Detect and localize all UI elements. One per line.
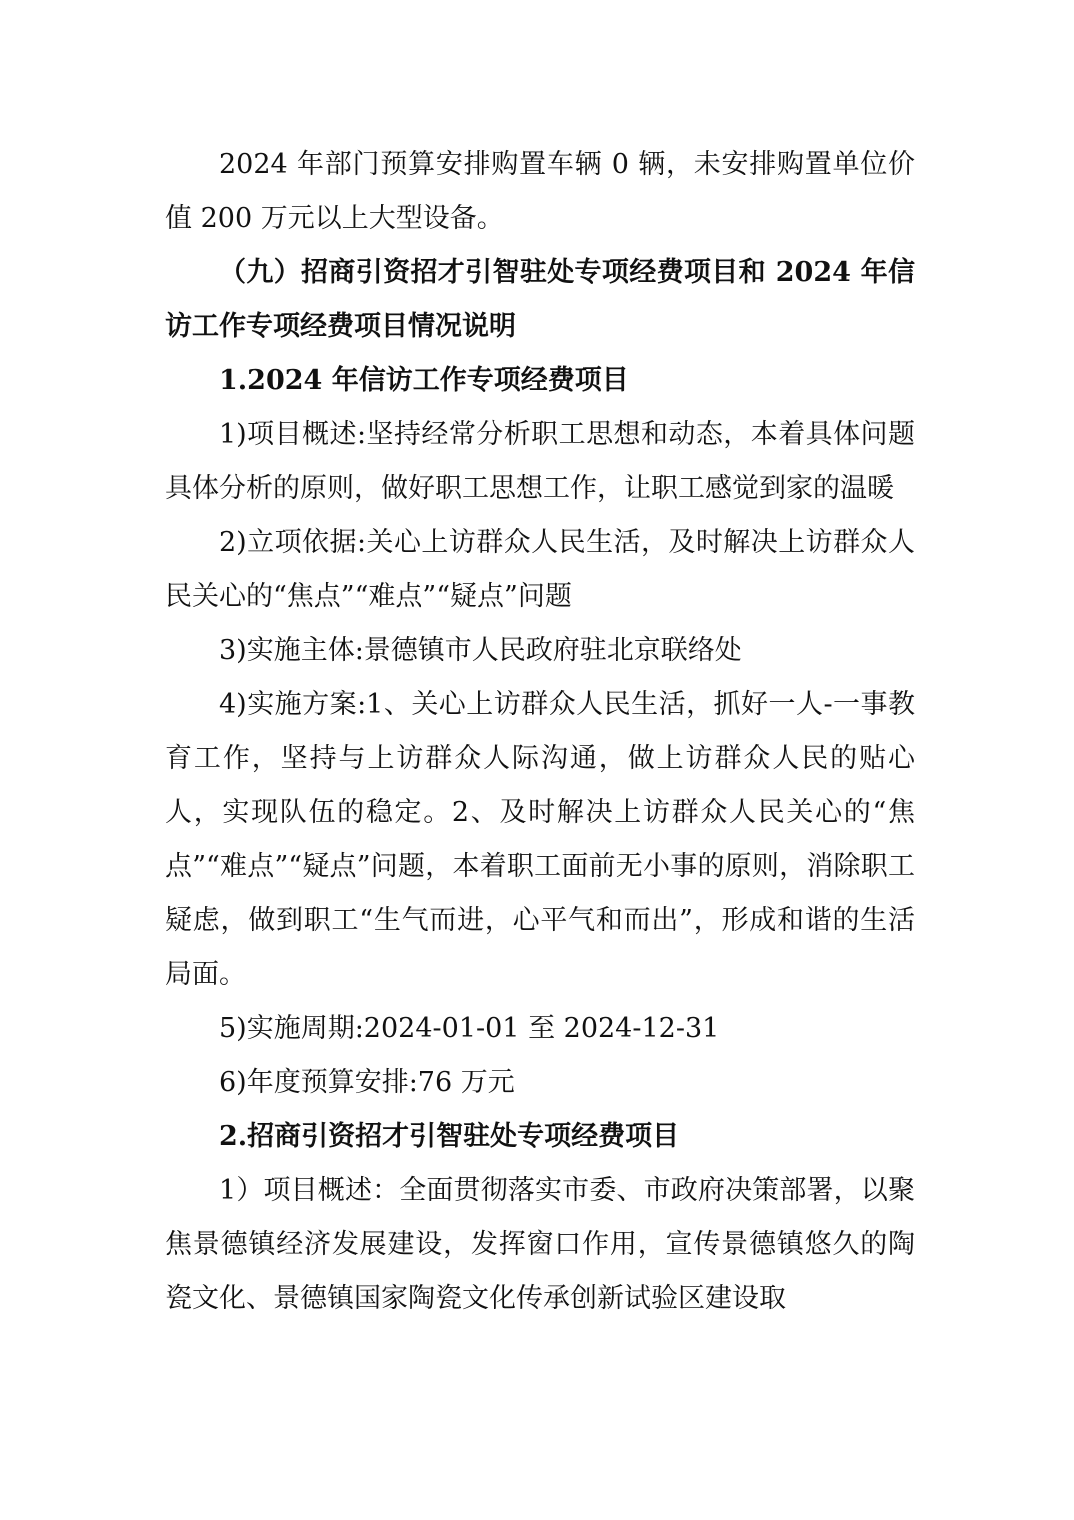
item1-overview: 1)项目概述:坚持经常分析职工思想和动态，本着具体问题具体分析的原则，做好职工思想工作，让职工感觉到家的温暖 [165,419,915,504]
item1-heading: 1.2024 年信访工作专项经费项目 [219,365,629,396]
section-heading-9: （九）招商引资招才引智驻处专项经费项目和 2024 年信访工作专项经费项目情况说明 [165,257,915,342]
item1-implementer: 3)实施主体:景德镇市人民政府驻北京联络处 [219,635,742,666]
item1-plan: 4)实施方案:1、关心上访群众人民生活，抓好一人-一事教育工作，坚持与上访群众人际沟通，做上访群众人民的贴心人，实现队伍的稳定。2、及时解决上访群众人民关心的“焦点”“难点”“疑点”问题，本着职工面前无小事的原则，消除职工疑虑，做到职工“生气而进，心平气和而出”，形成和谐的生活局面。 [165,689,915,990]
item2-heading: 2.招商引资招才引智驻处专项经费项目 [219,1121,680,1152]
document-page [165,138,915,1326]
paragraph-vehicle-purchase: 2024 年部门预算安排购置车辆 0 辆，未安排购置单位价值 200 万元以上大型设备。 [165,149,915,234]
item1-period: 5)实施周期:2024-01-01 至 2024-12-31 [219,1013,720,1044]
item2-overview: 1）项目概述：全面贯彻落实市委、市政府决策部署，以聚焦景德镇经济发展建设，发挥窗口作用，宣传景德镇悠久的陶瓷文化、景德镇国家陶瓷文化传承创新试验区建设取 [165,1175,915,1314]
item1-basis: 2)立项依据:关心上访群众人民生活，及时解决上访群众人民关心的“焦点”“难点”“疑点”问题 [165,527,915,612]
item1-budget: 6)年度预算安排:76 万元 [219,1067,515,1098]
